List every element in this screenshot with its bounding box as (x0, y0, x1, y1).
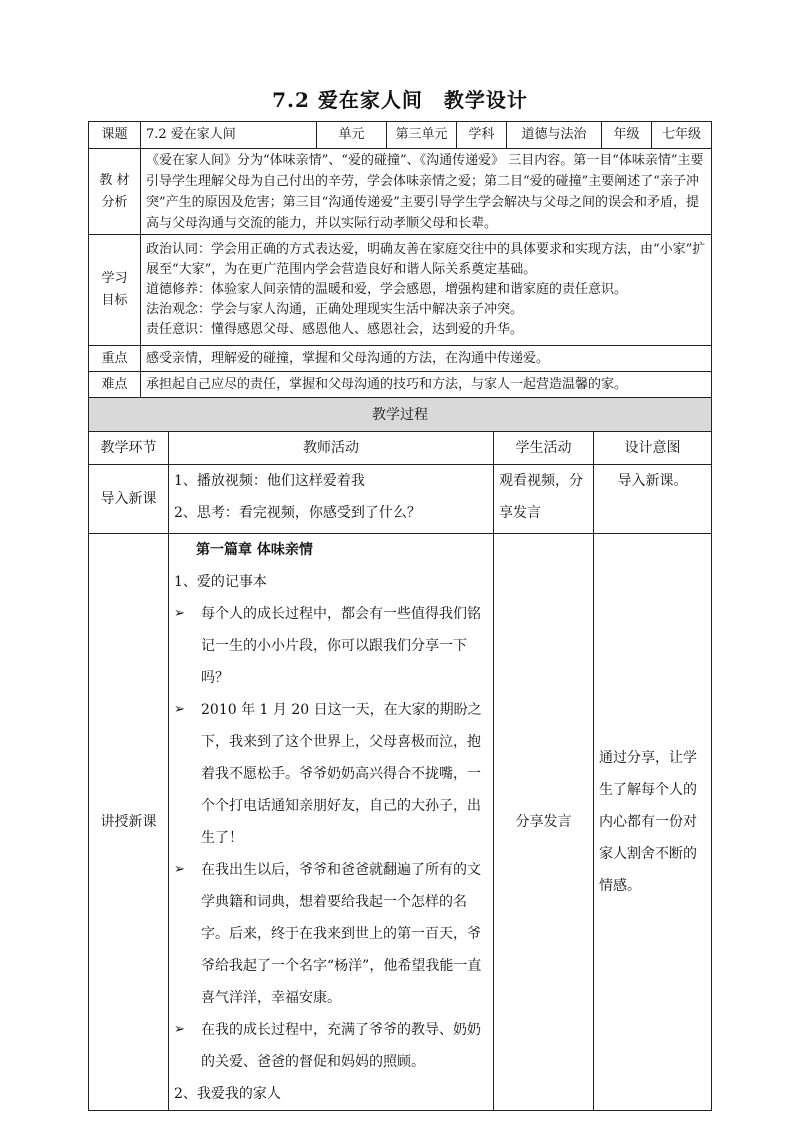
intro-student: 观看视频，分享发言 (494, 465, 594, 534)
process-table (88, 397, 712, 1111)
key-label: 重点 (89, 346, 141, 372)
analysis-row (89, 149, 712, 235)
lesson-row (89, 534, 712, 1111)
topic-label: 课题 (89, 122, 141, 149)
list-item-text: 每个人的成长过程中，都会有一些值得我们铭记一生的小小片段，你可以跟我们分享一下吗？ (201, 606, 481, 686)
intro-intent: 导入新课。 (594, 465, 712, 534)
analysis-label-line1: 教 材 (99, 172, 130, 188)
arrow-bullet-icon: ➢ (174, 606, 185, 621)
key-row (89, 346, 712, 372)
header-student: 学生活动 (494, 432, 594, 465)
arrow-bullet-icon: ➢ (174, 702, 185, 717)
goal-item: 道德修养：体验家人间亲情的温暖和爱，学会感恩，增强构建和谐家庭的责任意识。 (146, 282, 628, 297)
goals-label-line1: 学习 (101, 271, 128, 286)
goal-item: 法治观念：学会与家人沟通，正确处理现实生活中解决亲子冲突。 (146, 302, 524, 317)
unit-label: 单元 (317, 122, 387, 149)
subsection-title: 1、爱的记事本 (174, 574, 267, 590)
subject-value: 道德与法治 (507, 122, 602, 149)
unit-value: 第三单元 (387, 122, 457, 149)
header-intent: 设计意图 (594, 432, 712, 465)
intro-row (89, 465, 712, 534)
arrow-bullet-icon: ➢ (174, 862, 185, 877)
intro-teacher-item: 1、播放视频：他们这样爱着我 (174, 473, 365, 489)
list-item-text: 在我的成长过程中，充满了爷爷的教导、奶奶的关爱、爸爸的督促和妈妈的照顾。 (201, 1022, 481, 1070)
intro-teacher (169, 465, 494, 534)
list-item (174, 1014, 488, 1078)
list-item (174, 598, 488, 694)
goals-text (141, 235, 712, 346)
info-table (88, 121, 712, 398)
goal-item: 政治认同：学会用正确的方式表达爱，明确友善在家庭交往中的具体要求和实现方法，由“小家”扩展至“大家”，为在更广范围内学会营造良好和谐人际关系奠定基础。 (146, 242, 706, 277)
topic-value: 7.2 爱在家人间 (141, 122, 317, 149)
list-item-text: 在我出生以后，爷爷和爸爸就翻遍了所有的文学典籍和词典，想着要给我起一个怎样的名字。后来，终于在我来到世上的第一百天，爷爷给我起了一个名字“杨洋”，他希望我能一直喜气洋洋，幸福安康。 (201, 862, 482, 1006)
chapter-title: 第一篇章 体味亲情 (196, 542, 313, 558)
difficulty-row (89, 372, 712, 398)
goals-label-line2: 目标 (101, 293, 128, 308)
process-band-row (89, 398, 712, 432)
difficulty-text: 承担起自己应尽的责任，掌握和父母沟通的技巧和方法，与家人一起营造温馨的家。 (141, 372, 712, 398)
grade-label: 年级 (602, 122, 652, 149)
analysis-label-line2: 分析 (101, 194, 128, 210)
header-stage: 教学环节 (89, 432, 169, 465)
difficulty-label: 难点 (89, 372, 141, 398)
page-title: 7.2 爱在家人间 教学设计 (272, 88, 528, 112)
process-header-row (89, 432, 712, 465)
key-text: 感受亲情，理解爱的碰撞，掌握和父母沟通的方法，在沟通中传递爱。 (141, 346, 712, 372)
info-row (89, 122, 712, 149)
grade-value: 七年级 (652, 122, 712, 149)
analysis-text: 《爱在家人间》分为“体味亲情”、“爱的碰撞”、《沟通传递爱》 三目内容。第一目“体味亲情”主要引导学生理解父母为自己付出的辛劳，学会体味亲情之爱；第二目“爱的碰撞”主要阐述了“亲子冲突”产生的原因及危害；第三目“沟通传递爱”主要引导学生学会解决与父母之间的误会和矛盾，提高与父母沟通与交流的能力，并以实际行动孝顺父母和长辈。 (141, 149, 712, 235)
goals-row (89, 235, 712, 346)
intro-teacher-item: 2、思考：看完视频，你感受到了什么？ (174, 505, 421, 521)
goal-item: 责任意识：懂得感恩父母、感恩他人、感恩社会，达到爱的升华。 (146, 322, 524, 337)
intro-stage: 导入新课 (89, 465, 169, 534)
analysis-label (89, 149, 141, 235)
lesson-stage: 讲授新课 (89, 534, 169, 1111)
list-item (174, 854, 488, 1014)
lesson-student: 分享发言 (494, 534, 594, 1111)
header-teacher: 教师活动 (169, 432, 494, 465)
list-item (174, 694, 488, 854)
arrow-bullet-icon: ➢ (174, 1022, 185, 1037)
subsection-title: 2、我爱我的家人 (174, 1086, 281, 1102)
goals-label (89, 235, 141, 346)
lesson-intent: 通过分享，让学生了解每个人的内心都有一份对家人割舍不断的情感。 (594, 534, 712, 1111)
list-item-text: 2010 年 1 月 20 日这一天，在大家的期盼之下，我来到了这个世界上，父母喜极而泣，抱着我不愿松手。爷爷奶奶高兴得合不拢嘴，一个个打电话通知亲朋好友，自己的大孙子，出生了！ (201, 702, 482, 846)
subject-label: 学科 (457, 122, 507, 149)
process-band: 教学过程 (89, 398, 712, 432)
lesson-teacher (169, 534, 494, 1111)
